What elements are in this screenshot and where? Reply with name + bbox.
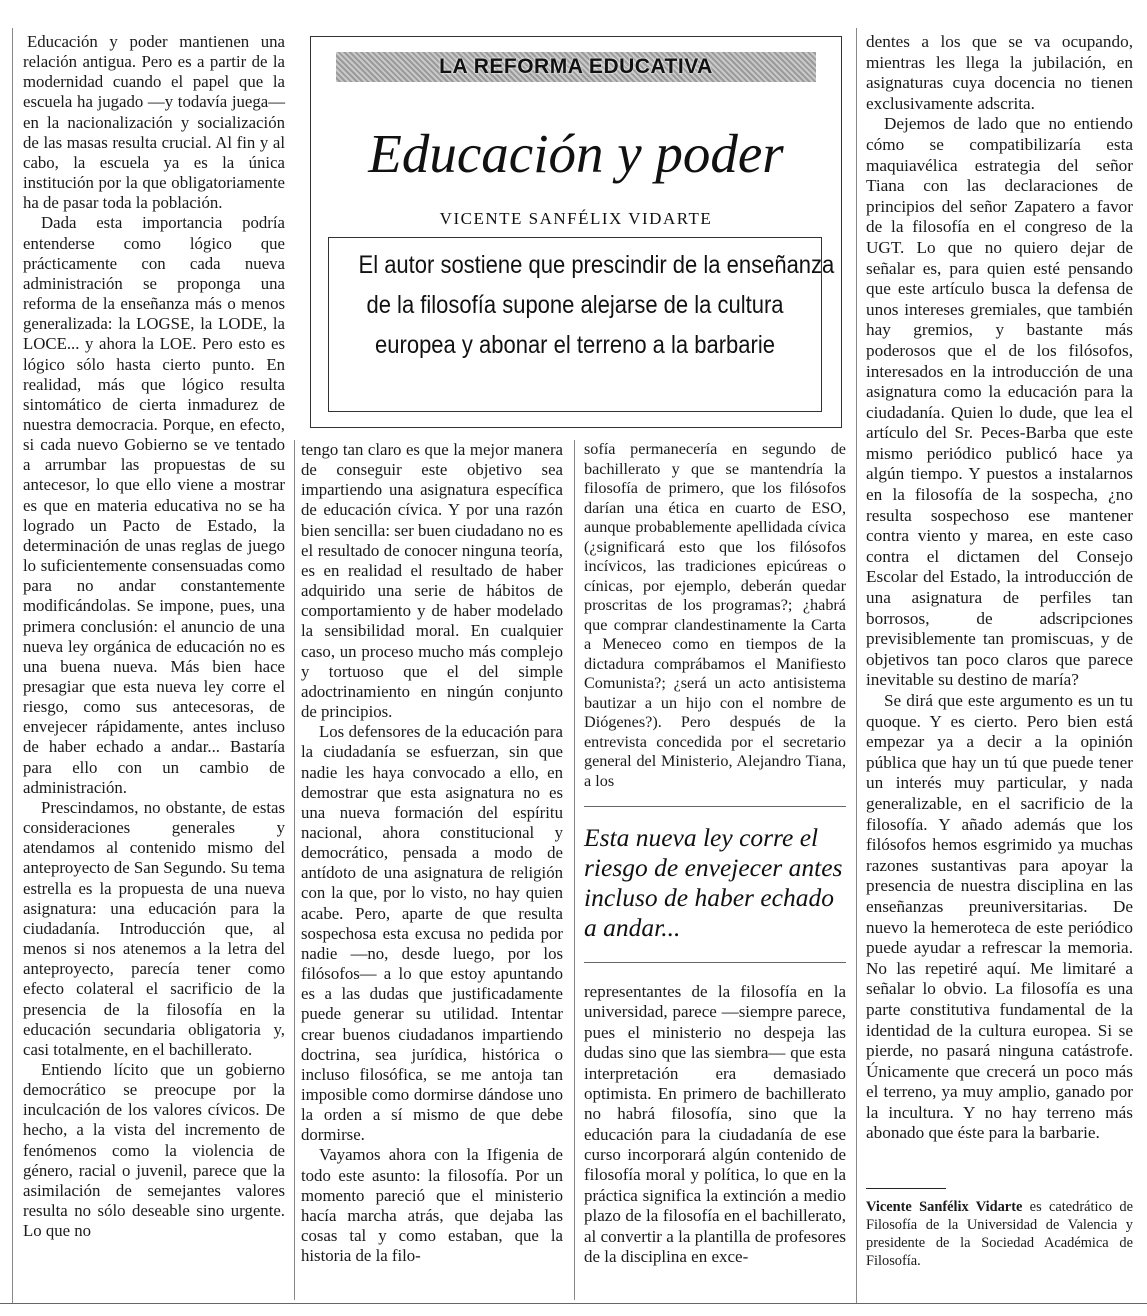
article-title: Educación y poder — [368, 123, 784, 184]
pullquote: Esta nueva ley corre el riesgo de envejecer antes incluso de haber echado a andar... — [584, 823, 843, 942]
headline-box — [310, 36, 842, 428]
paragraph: representantes de la filosofía en la universidad, parece —siempre parece, pues el ministerio no despeja las dudas sino que las siembra— que esta interpretación era demasiado optimista. En primero de bachillerato no habrá filosofía, sino que la educación para la ciudadanía de ese curso incorporará algún contenido de filosofía moral y política, lo que en la práctica significa la extinción a medio plazo de la filosofía en el bachillerato, al convertir a la plantilla de profesores de la disciplina en exce- — [584, 982, 846, 1266]
subhead-line: europea y abonar el terreno a la barbarie — [375, 331, 775, 359]
paragraph: Entiendo lícito que un gobierno democrático se preocupe por la inculcación de los valores cívicos. De hecho, a la vista del incremento de fenómenos como la violencia de género, racial o juvenil, parece que la asimilación de semejantes valores resulta no sólo deseable sino urgente. Lo que no — [23, 1059, 285, 1241]
paragraph: Los defensores de la educación para la ciudadanía se esfuerzan, sin que nadie les haya convocado a ello, en demostrar que esta asignatura no es una nueva formación del espíritu nacional, ahora constitucional y democrático, pensada a modo de antídoto de una asignatura de religión con la que, por lo visto, no hay quien acabe. Pero, aparte de que resulta sospechosa esta excusa no pedida por nadie —no, desde luego, por los filósofos— a lo que estoy apuntando es a las dudas que justificadamente puede generar su utilidad. Intentar crear buenos ciudadanos impartiendo doctrina, sea jurídica, histórica o incluso filosófica, se me antoja tan imposible como dormirse dándose uno la orden a sí mismo de que debe dormirse. — [301, 722, 563, 1145]
column-rule-3 — [856, 28, 857, 1303]
paragraph: tengo tan claro es que la mejor manera de conseguir este objetivo sea impartiendo una asignatura específica de educación cívica. Y por una razón bien sencilla: ser buen ciudadano no es el resultado de conocer ninguna teoría, es en realidad el resultado de haber adquirido una serie de hábitos de comportamiento y de haber modelado la sensibilidad moral. En cualquier caso, un proceso mucho más complejo y tortuoso que el del simple adoctrinamiento en ningún conjunto de principios. — [301, 440, 563, 722]
subhead-line: de la filosofía supone alejarse de la cultura — [366, 291, 784, 319]
column-rule-left — [12, 28, 13, 1303]
column-1 — [23, 32, 285, 1241]
kicker-label: LA REFORMA EDUCATIVA — [439, 55, 713, 78]
bio-author-name: Vicente Sanfélix Vidarte — [866, 1199, 1023, 1215]
column-4 — [866, 32, 1133, 1144]
column-2 — [301, 440, 563, 1266]
section-kicker — [336, 52, 816, 82]
bio-rule — [866, 1188, 946, 1189]
paragraph: Dada esta importancia podría entenderse como lógico que prácticamente con cada nueva administración se proponga una reforma de la enseñanza más o menos generalizada: la LOGSE, la LODE, la LOCE... y ahora la LOE. Pero esto es lógico sólo hasta cierto punto. En realidad, más que lógico resulta sintomático de cierta inmadurez de nuestra democracia. Porque, en efecto, si cada nuevo Gobierno se ve tentado a arrumbar las propuestas de su antecesor, lo que ello viene a mostrar es que en materia educativa no se ha logrado un Pacto de Estado, la determinación de unas reglas de juego lo suficientemente consensuadas como para no andar constantemente modificándolas. Se impone, pues, una primera conclusión: el anuncio de una nueva ley orgánica de educación no es una buena nueva. Más bien hace presagiar que esta nueva ley corre el riesgo, como sus antecesoras, de envejecer rápidamente, antes incluso de haber echado a andar... Bastaría para ello con un cambio de administración. — [23, 213, 285, 797]
paragraph: Se dirá que este argumento es un tu quoque. Y es cierto. Pero bien está empezar ya a decir a la opinión pública que hay un tú que puede tener un interés muy particular, y nada generalizable, en el sacrificio de la filosofía. Y añado además que los filósofos hemos esgrimido ya muchas razones sustantivas para apoyar la presencia de nuestra disciplina en las enseñanzas preuniversitarias. De nuevo la hemeroteca de este periódico puede ayudar a refrescar la memoria. No las repetiré aquí. Me limitaré a señalar lo obvio. La filosofía es una parte constitutiva fundamental de la identidad de la cultura europea. Si se pierde, no pasará ninguna catástrofe. Únicamente que crecerá un poco más el terreno, ya muy amplio, ganado por la incultura. Y no hay terreno más abonado que éste para la barbarie. — [866, 691, 1133, 1143]
pullquote-rule-top — [584, 806, 846, 807]
column-3-top — [584, 440, 846, 791]
column-rule-1 — [294, 440, 295, 1300]
paragraph: Dejemos de lado que no entiendo cómo se compatibilizaría esta maquiavélica estrategia del señor Tiana con las declaraciones de principios del señor Zapatero a favor de la filosofía en el congreso de la UGT. Lo que no quiero dejar de señalar es, para quien esté pensando que este artículo busca la defensa de unos intereses gremiales, que también hay gremios, y bastante más poderosos que el de los filósofos, interesados en la introducción de una asignatura como la educación para la ciudadanía. Quien lo dude, que lea el artículo del Sr. Peces-Barba que este mismo periódico publicó hace ya algún tiempo. Y puestos a instalarnos en la filosofía de la sospecha, ¿no resulta sospechoso ese mantener contra viento y marea, en este caso contra el dictamen del Consejo Escolar del Estado, la introducción de una asignatura de perfiles tan borrosos, de adscripciones previsiblemente tan promiscuas, y de objetivos tan poco claros que parece inevitable su destino de maría? — [866, 114, 1133, 690]
paragraph: Educación y poder mantienen una relación antigua. Pero es a partir de la modernidad cuando el papel que la escuela ha jugado —y todavía juega— en la nacionalización y socialización de las masas resulta crucial. Al fin y al cabo, la escuela ya es la única institución por la que obligatoriamente ha de pasar toda la población. — [23, 32, 285, 213]
pullquote-rule-bottom — [584, 962, 846, 963]
byline: VICENTE SANFÉLIX VIDARTE — [439, 209, 713, 228]
subheading — [328, 237, 835, 412]
paragraph: Vayamos ahora con la Ifigenia de todo este asunto: la filosofía. Por un momento pareció que el ministerio hacía marcha atrás, que dejaba las cosas tal y como estaban, que la historia de la filo- — [301, 1145, 563, 1266]
bio-text: es catedrático de Filosofía de la Universidad de Valencia y presidente de la Sociedad Académica de Filosofía. — [866, 1199, 1133, 1269]
paragraph: sofía permanecería en segundo de bachillerato y que se mantendría la filosofía de primero, que los filósofos darían una ética en cuarto de ESO, aunque probablemente apellidada cívica (¿significará esto que los filósofos incívicos, las tradiciones epicúreas o cínicas, por ejemplo, deberán quedar proscritas de los programas?; ¿habrá que comprar clandestinamente la Carta a Meneceo como en tiempos de la dictadura comprábamos el Manifiesto Comunista?; ¿será un acto antisistema bautizar a un hijo con el nombre de Diógenes?). Pero después de la entrevista concedida por el secretario general del Ministerio, Alejandro Tiana, a los — [584, 440, 846, 790]
paragraph: Prescindamos, no obstante, de estas consideraciones generales y atendamos al contenido mismo del anteproyecto de San Segundo. Su tema estrella es la propuesta de una nueva asignatura: una educación para la ciudadanía. Introducción que, al menos si nos atenemos a la letra del anteproyecto, parecía tener como efecto colateral el sacrificio de la presencia de la filosofía en la educación secundaria obligatoria y, casi totalmente, en el bachillerato. — [23, 797, 285, 1059]
author-bio — [866, 1198, 1133, 1270]
bottom-rule — [0, 1303, 1147, 1304]
subhead-line: El autor sostiene que prescindir de la enseñanza — [358, 251, 835, 279]
paragraph: dentes a los que se va ocupando, mientras les llega la jubilación, en asignaturas cuya docencia no tienen exclusivamente adscrita. — [866, 32, 1133, 113]
column-rule-2 — [574, 440, 575, 1300]
column-3-bottom — [584, 982, 846, 1267]
